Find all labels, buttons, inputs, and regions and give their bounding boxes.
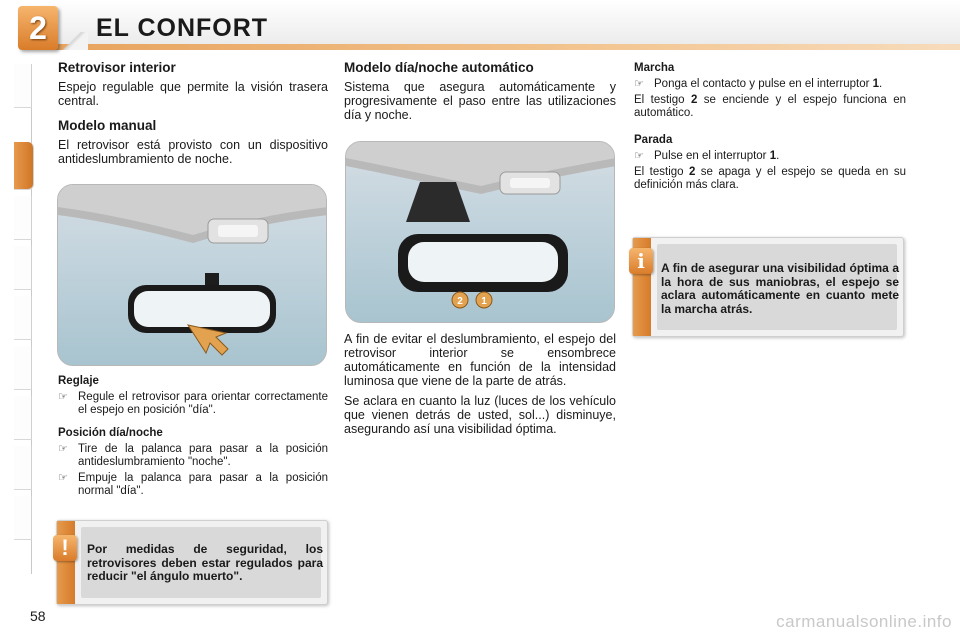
- parada-item: ☞ Pulse en el interruptor 1.: [634, 150, 780, 162]
- callout-2: 2: [457, 296, 463, 307]
- column-right: [634, 62, 906, 202]
- posicion-item-dia: ☞ Empuje la palanca para pasar a la posición normal "día".: [58, 472, 328, 497]
- posicion-item-noche: ☞ Tire de la palanca para pasar a la posición antideslumbramiento "noche".: [58, 443, 328, 468]
- manual-mirror-drawing: [58, 185, 327, 366]
- manual-mirror-illustration: [57, 184, 327, 366]
- header-accent-line: [40, 44, 960, 50]
- chapter-tab-8[interactable]: [14, 446, 32, 490]
- info-icon: i: [629, 248, 653, 274]
- posicion-dia-noche-heading: Posición día/noche: [58, 427, 163, 439]
- chapter-number-badge: 2: [18, 6, 58, 50]
- info-notice: [632, 237, 904, 337]
- reglaje-heading: Reglaje: [58, 375, 99, 387]
- chapter-tab-4[interactable]: [14, 246, 32, 290]
- column-middle: [344, 60, 616, 132]
- marcha-heading: Marcha: [634, 62, 675, 74]
- chapter-tab-9[interactable]: [14, 496, 32, 540]
- column-middle-lower: [344, 332, 616, 446]
- automatic-mirror-illustration: [345, 141, 615, 323]
- column-left: [58, 60, 328, 176]
- warning-icon: !: [53, 535, 77, 561]
- chapter-tab-1[interactable]: [14, 64, 32, 108]
- chapter-title: EL CONFORT: [96, 14, 269, 42]
- pointing-hand-icon: ☞: [58, 443, 68, 455]
- reglaje-item: ☞ Regule el retrovisor para orientar correctamente el espejo en posición "día".: [58, 391, 328, 416]
- automatic-mirror-drawing: [346, 142, 615, 323]
- pointing-hand-icon: ☞: [58, 472, 68, 484]
- chapter-tab-6[interactable]: [14, 346, 32, 390]
- modelo-automatico-text: Sistema que asegura automáticamente y progresivamente el paso entre las utilizaciones día y noche.: [344, 80, 616, 122]
- pointing-hand-icon: ☞: [58, 391, 68, 403]
- watermark-text: carmanualsonline.info: [776, 612, 952, 631]
- chapter-tab-2-active[interactable]: [14, 142, 34, 190]
- parada-heading: Parada: [634, 134, 673, 146]
- column-left-lower: [58, 375, 328, 508]
- warning-notice: [56, 520, 328, 605]
- info-notice-text: A fin de asegurar una visibilidad óptima a la hora de sus maniobras, el espejo se aclara automáticamente en cuanto mete la marcha atrás.: [661, 261, 899, 316]
- deslumbramiento-paragraph: A fin de evitar el deslumbramiento, el espejo del retrovisor interior se ensombrece automáticamente en función de la intensidad luminosa que viene de la parte de atrás.: [344, 332, 616, 388]
- header-notch: [58, 32, 88, 50]
- pointing-hand-icon: ☞: [634, 150, 644, 162]
- chapter-tabs: [14, 64, 32, 574]
- marcha-item: ☞ Ponga el contacto y pulse en el interruptor 1.: [634, 78, 883, 90]
- aclara-paragraph: Se aclara en cuanto la luz (luces de los vehículo que vienen detrás de usted, sol...) disminuye, asegurando así una visibilidad óptima.: [344, 394, 616, 436]
- retrovisor-interior-heading: Retrovisor interior: [58, 60, 176, 75]
- chapter-tab-7[interactable]: [14, 396, 32, 440]
- parada-testigo-text: El testigo 2 se apaga y el espejo se queda en su definición más clara.: [634, 166, 907, 191]
- retrovisor-interior-text: Espejo regulable que permite la visión trasera central.: [58, 80, 328, 108]
- callout-1: 1: [481, 296, 487, 307]
- page-number: 58: [30, 608, 46, 624]
- chapter-tab-3[interactable]: [14, 196, 32, 240]
- pointing-hand-icon: ☞: [634, 78, 644, 90]
- modelo-manual-heading: Modelo manual: [58, 118, 157, 133]
- warning-notice-text: Por medidas de seguridad, los retrovisores deben estar regulados para reducir "el ángulo muerto".: [87, 542, 323, 583]
- modelo-automatico-heading: Modelo día/noche automático: [344, 60, 534, 75]
- marcha-testigo-text: El testigo 2 se enciende y el espejo funciona en automático.: [634, 94, 906, 119]
- modelo-manual-text: El retrovisor está provisto con un dispositivo antideslumbramiento de noche.: [58, 138, 328, 166]
- chapter-tab-5[interactable]: [14, 296, 32, 340]
- warning-notice-marker: [57, 521, 75, 604]
